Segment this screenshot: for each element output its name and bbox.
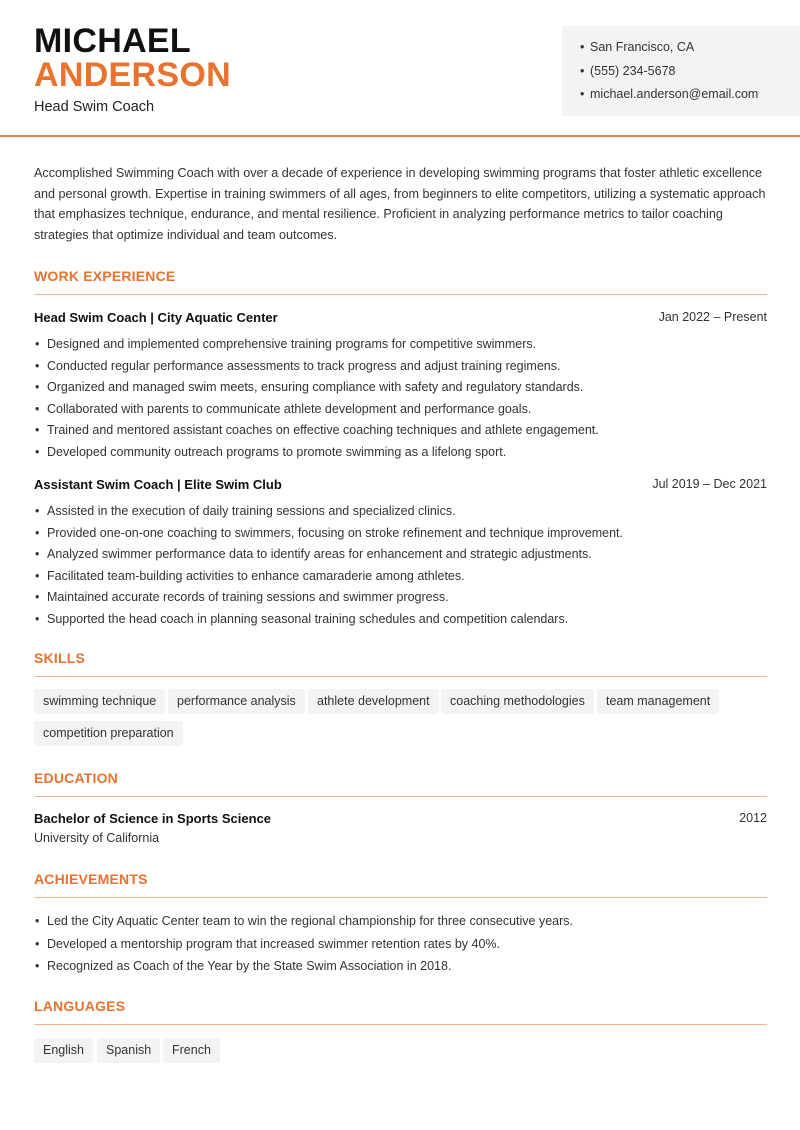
job-role: Assistant Swim Coach | Elite Swim Club <box>34 477 282 492</box>
job-role: Head Swim Coach | City Aquatic Center <box>34 310 278 325</box>
job-dates: Jul 2019 – Dec 2021 <box>652 477 767 491</box>
list-item: • Supported the head coach in planning seasonal training schedules and competition calendars. <box>34 611 767 633</box>
list-item: • Recognized as Coach of the Year by the State Swim Association in 2018. <box>34 958 767 981</box>
list-item: • Analyzed swimmer performance data to identify areas for enhancement and strategic adjustments. <box>34 546 767 568</box>
list-item: • Assisted in the execution of daily training sessions and specialized clinics. <box>34 503 767 525</box>
language-tag: French <box>163 1038 220 1063</box>
contact-email[interactable]: • michael.anderson@email.com <box>580 86 800 110</box>
job-dates: Jan 2022 – Present <box>658 310 767 324</box>
summary: Accomplished Swimming Coach with over a decade of experience in developing swimming programs that foster athletic excellence and personal growth. Expertise in training swimmers of all ages, from beginners to elite competitors, utilizing a systematic approach that emphasizes technique, endurance, and mental resilience. Proficient in analyzing performance metrics to tailor coaching strategies that optimize individual and team outcomes. <box>34 166 766 243</box>
list-item: • Provided one-on-one coaching to swimmers, focusing on stroke refinement and technique improvement. <box>34 525 767 547</box>
job-bullets <box>34 503 767 632</box>
section-title-skills: SKILLS <box>34 650 85 666</box>
list-item: • Developed community outreach programs to promote swimming as a lifelong sport. <box>34 444 767 466</box>
job-bullets <box>34 336 767 465</box>
section-title-languages: LANGUAGES <box>34 998 126 1014</box>
skill-tag: swimming technique <box>34 689 165 714</box>
language-tag: Spanish <box>97 1038 160 1063</box>
last-name: ANDERSON <box>34 56 231 94</box>
section-title-achievements: ACHIEVEMENTS <box>34 871 148 887</box>
section-divider <box>34 796 767 797</box>
list-item: • Trained and mentored assistant coaches on effective coaching techniques and athlete engagement. <box>34 422 767 444</box>
job-title: Head Swim Coach <box>34 99 155 115</box>
section-divider <box>34 897 767 898</box>
skill-tag: competition preparation <box>34 721 183 746</box>
first-name: MICHAEL <box>34 22 191 60</box>
section-divider <box>34 294 767 295</box>
contact-box <box>562 26 800 116</box>
skill-tag: athlete development <box>308 689 439 714</box>
education-school: University of California <box>34 831 160 845</box>
achievement-bullets <box>34 913 767 981</box>
education-degree: Bachelor of Science in Sports Science <box>34 811 271 826</box>
list-item: • Developed a mentorship program that increased swimmer retention rates by 40%. <box>34 936 767 959</box>
job-header <box>34 310 767 325</box>
section-divider <box>34 1024 767 1025</box>
contact-location: • San Francisco, CA <box>580 39 800 63</box>
resume-header <box>0 0 800 137</box>
list-item: • Designed and implemented comprehensive training programs for competitive swimmers. <box>34 336 767 358</box>
list-item: • Collaborated with parents to communicate athlete development and performance goals. <box>34 401 767 423</box>
skill-tag: performance analysis <box>168 689 305 714</box>
contact-phone: • (555) 234-5678 <box>580 63 800 87</box>
job-header <box>34 477 767 492</box>
list-item: • Organized and managed swim meets, ensuring compliance with safety and regulatory standards. <box>34 379 767 401</box>
skill-tag: coaching methodologies <box>441 689 594 714</box>
education-year: 2012 <box>739 811 767 825</box>
list-item: • Facilitated team-building activities to enhance camaraderie among athletes. <box>34 568 767 590</box>
section-title-education: EDUCATION <box>34 770 118 786</box>
list-item: • Led the City Aquatic Center team to win the regional championship for three consecutive years. <box>34 913 767 936</box>
section-divider <box>34 676 767 677</box>
skill-tag: team management <box>597 689 719 714</box>
list-item: • Maintained accurate records of training sessions and swimmer progress. <box>34 589 767 611</box>
language-tag: English <box>34 1038 93 1063</box>
section-title-work: WORK EXPERIENCE <box>34 268 176 284</box>
list-item: • Conducted regular performance assessments to track progress and adjust training regimens. <box>34 358 767 380</box>
